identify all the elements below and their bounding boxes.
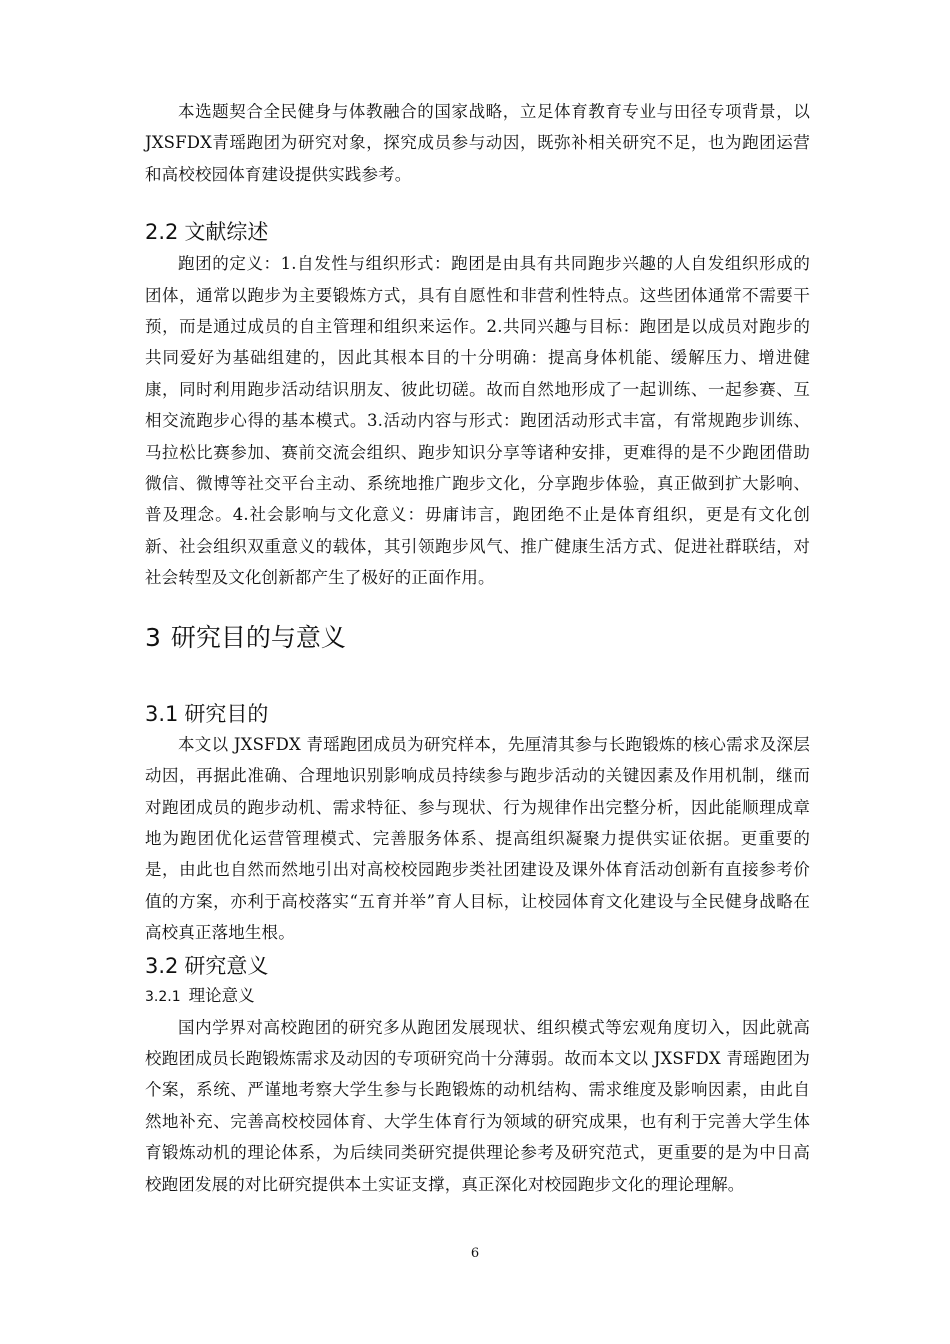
- research-purpose-paragraph: 本文以 JXSFDX 青瑶跑团成员为研究样本，先厘清其参与长跑锻炼的核心需求及深层动因，再据此准确、合理地识别影响成员持续参与跑步活动的关键因素及作用机制，继而对跑团成员的跑步动机、需求特征、参与现状、行为规律作出完整分析，因此能顺理成章地为跑团优化运营管理模式、完善服务体系、提高组织凝聚力提供实证依据。更重要的是，由此也自然而然地引出对高校校园跑步类社团建设及课外体育活动创新有直接参考价值的方案，亦利于高校落实“五育并举”育人目标，让校园体育文化建设与全民健身战略在高校真正落地生根。: [145, 734, 810, 943]
- subsection-number: 3.2.1: [145, 988, 181, 1005]
- theoretical-significance-paragraph: 国内学界对高校跑团的研究多从跑团发展现状、组织模式等宏观角度切入，因此就高校跑团成员长跑锻炼需求及动因的专项研究尚十分薄弱。故而本文以 JXSFDX 青瑶跑团为个案，系统、严谨地考察大学生参与长跑锻炼的动机结构、需求维度及影响因素，由此自然地补充、完善高校校园体育、大学生体育行为领域的研究成果，也有利于完善大学生体育锻炼动机的理论体系，为后续同类研究提供理论参考及研究范式，更重要的是为中日高校跑团发展的对比研究提供本土实证支撑，真正深化对校园跑步文化的理论理解。: [145, 1017, 810, 1194]
- section-title: 研究意义: [184, 953, 269, 978]
- section-title: 文献综述: [184, 220, 269, 245]
- chapter-heading-3: [145, 620, 810, 656]
- section-heading-3-1: [145, 699, 810, 729]
- literature-review-paragraph: 跑团的定义：1.自发性与组织形式：跑团是由具有共同跑步兴趣的人自发组织形成的团体，通常以跑步为主要锻炼方式，具有自愿性和非营利性特点。这些团体通常不需要干预，而是通过成员的自主管理和组织来运作。2.共同兴趣与目标：跑团是以成员对跑步的共同爱好为基础组建的，因此其根本目的十分明确：提高身体机能、缓解压力、增进健康，同时利用跑步活动结识朋友、彼此切磋。故而自然地形成了一起训练、一起参赛、互相交流跑步心得的基本模式。3.活动内容与形式：跑团活动形式丰富，有常规跑步训练、马拉松比赛参加、赛前交流会组织、跑步知识分享等诸种安排，更难得的是不少跑团借助微信、微博等社交平台主动、系统地推广跑步文化，分享跑步体验，真正做到扩大影响、普及理念。4.社会影响与文化意义：毋庸讳言，跑团绝不止是体育组织，更是有文化创新、社会组织双重意义的载体，其引领跑步风气、推广健康生活方式、促进社群联结，对社会转型及文化创新都产生了极好的正面作用。: [145, 254, 810, 588]
- section-number: 3.2: [145, 953, 179, 978]
- chapter-title: 研究目的与意义: [170, 622, 346, 652]
- chapter-number: 3: [145, 622, 161, 652]
- intro-paragraph: 本选题契合全民健身与体教融合的国家战略，立足体育教育专业与田径专项背景，以JXSFDX青瑶跑团为研究对象，探究成员参与动因，既弥补相关研究不足，也为跑团运营和高校校园体育建设提供实践参考。: [145, 102, 810, 184]
- page-number: 6: [470, 1246, 480, 1261]
- subsection-heading-3-2-1: [145, 982, 810, 1011]
- section-heading-2-2: [145, 217, 810, 247]
- section-heading-3-2: [145, 951, 810, 981]
- section-title: 研究目的: [184, 701, 269, 726]
- section-number: 3.1: [145, 701, 179, 726]
- section-number: 2.2: [145, 220, 179, 245]
- document-body: [145, 92, 810, 1200]
- subsection-title: 理论意义: [188, 985, 255, 1005]
